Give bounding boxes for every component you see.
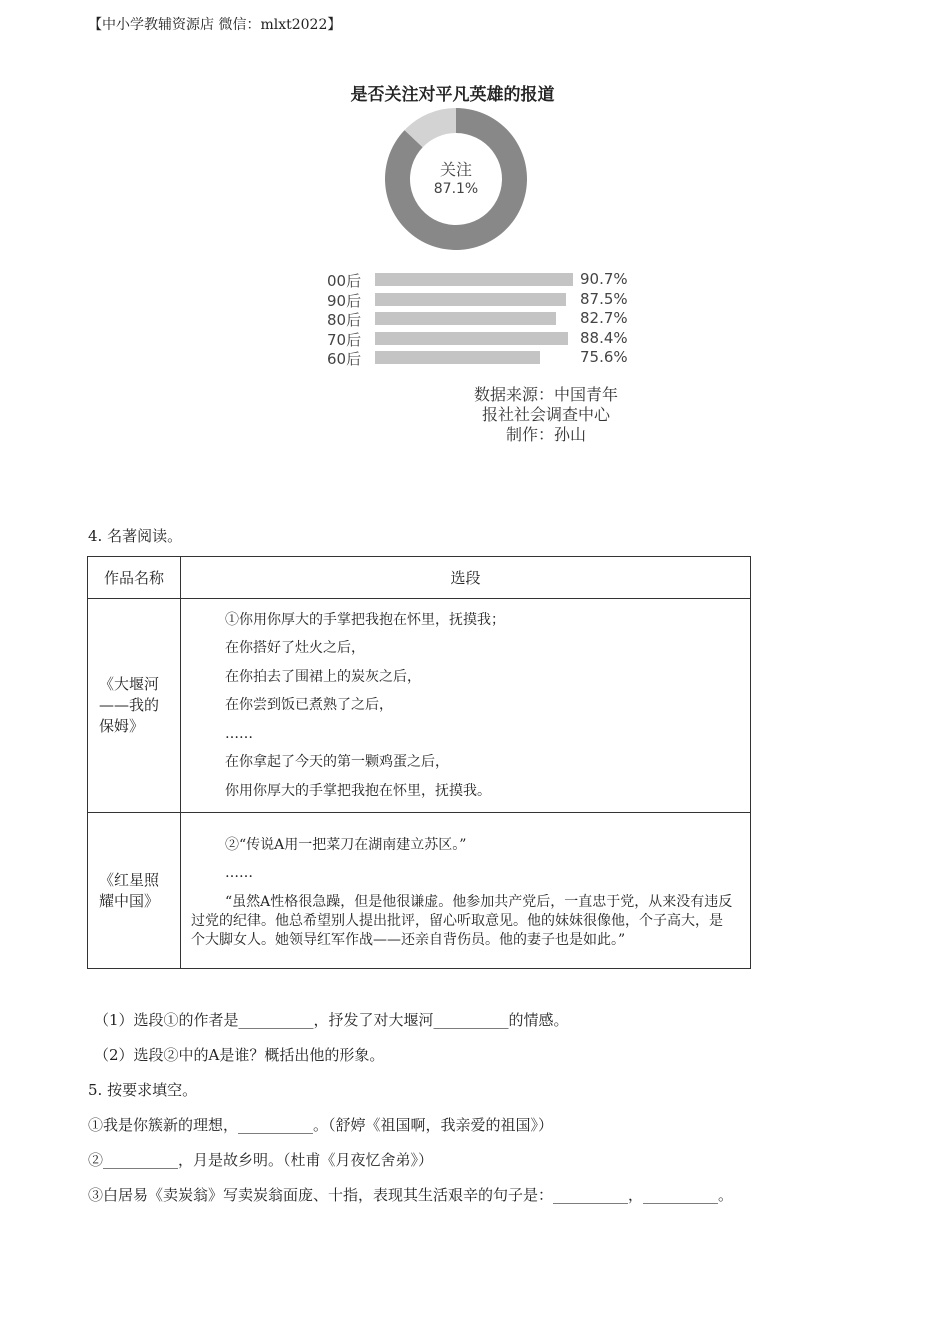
- bar-row: [327, 290, 647, 310]
- bar-value-label: 82.7%: [580, 309, 628, 327]
- chart-source: [458, 385, 634, 445]
- bar-category-label: 00后: [327, 272, 362, 290]
- q5-title: 5. 按要求填空。: [88, 1081, 198, 1099]
- table-cell-work: [88, 599, 181, 813]
- bar: [375, 293, 566, 306]
- bar-row: [327, 309, 647, 329]
- age-bar-chart: [327, 270, 647, 368]
- work-title: 《大堰河——我的保姆》: [99, 675, 160, 735]
- bar: [375, 351, 540, 364]
- page-header: 【中小学教辅资源店 微信：mlxt2022】: [88, 17, 342, 33]
- chart-title: 是否关注对平凡英雄的报道: [350, 85, 555, 105]
- source-line: 报社社会调查中心: [481, 405, 610, 424]
- bar-value-label: 75.6%: [580, 348, 628, 366]
- q5-item: ③白居易《卖炭翁》写卖炭翁面庞、十指，表现其生活艰辛的句子是：__________，__________。: [88, 1186, 734, 1204]
- table-row: [88, 599, 751, 813]
- table-row: [88, 813, 751, 969]
- bar: [375, 332, 568, 345]
- excerpt-line: 在你拍去了围裙上的炭灰之后，: [225, 668, 421, 685]
- table-cell-excerpt: [181, 599, 751, 813]
- q4-sub2: （2）选段②中的A是谁？概括出他的形象。: [94, 1046, 385, 1064]
- source-line: 数据来源：中国青年: [473, 385, 618, 404]
- excerpt-line: ②“传说A用一把菜刀在湖南建立苏区。”: [225, 837, 467, 853]
- col-header-work: 作品名称: [88, 557, 181, 599]
- bar-category-label: 80后: [327, 311, 362, 329]
- q4-title: 4. 名著阅读。: [88, 527, 183, 545]
- donut-center-label: 关注: [439, 160, 473, 179]
- excerpt-line: 你用你厚大的手掌把我抱在怀里，抚摸我。: [225, 782, 491, 799]
- bar-category-label: 70后: [327, 330, 362, 349]
- excerpt-line: 在你搭好了灶火之后，: [225, 640, 365, 657]
- bar-category-label: 90后: [327, 291, 362, 310]
- table-header-row: [88, 557, 751, 599]
- work-title: 《红星照耀中国》: [99, 870, 160, 910]
- q5-item: ②__________，月是故乡明。（杜甫《月夜忆舍弟》）: [88, 1151, 434, 1169]
- col-header-excerpt: 选段: [181, 557, 751, 599]
- bar: [375, 273, 573, 286]
- bar-row: [327, 348, 647, 368]
- bar-row: [327, 270, 647, 290]
- bar-value-label: 87.5%: [580, 289, 628, 308]
- table-cell-excerpt: [181, 813, 751, 969]
- q4-sub1: （1）选段①的作者是__________，抒发了对大堰河__________的情感。: [94, 1011, 569, 1029]
- excerpt-line: ……: [225, 725, 253, 742]
- bar-value-label: 90.7%: [580, 270, 628, 288]
- bar-category-label: 60后: [327, 350, 362, 368]
- source-line: 制作：孙山: [505, 425, 586, 444]
- bar-value-label: 88.4%: [580, 328, 628, 347]
- donut-chart: [383, 106, 529, 252]
- donut-center-value: 87.1%: [433, 181, 479, 197]
- q5-item: ①我是你簇新的理想，__________。（舒婷《祖国啊，我亲爱的祖国》）: [88, 1116, 554, 1134]
- reading-table: [87, 556, 751, 969]
- excerpt-line: ①你用你厚大的手掌把我抱在怀里，抚摸我；: [225, 611, 505, 628]
- excerpt-line: 在你尝到饭已煮熟了之后，: [225, 697, 393, 714]
- excerpt-line: 在你拿起了今天的第一颗鸡蛋之后，: [225, 754, 449, 771]
- table-cell-work: [88, 813, 181, 969]
- excerpt-paragraph: “虽然A性格很急躁，但是他很谦虚。他参加共产党后，一直忠于党，从来没有违反过党的纪律。他总希望别人提出批评，留心听取意见。他的妹妹很像他，个子高大，是个大脚女人。她领导红军作战——还亲自背伤员。他的妻子也是如此。”: [191, 894, 733, 948]
- excerpt-ellipsis: ……: [225, 865, 253, 881]
- bar: [375, 312, 556, 325]
- bar-row: [327, 329, 647, 349]
